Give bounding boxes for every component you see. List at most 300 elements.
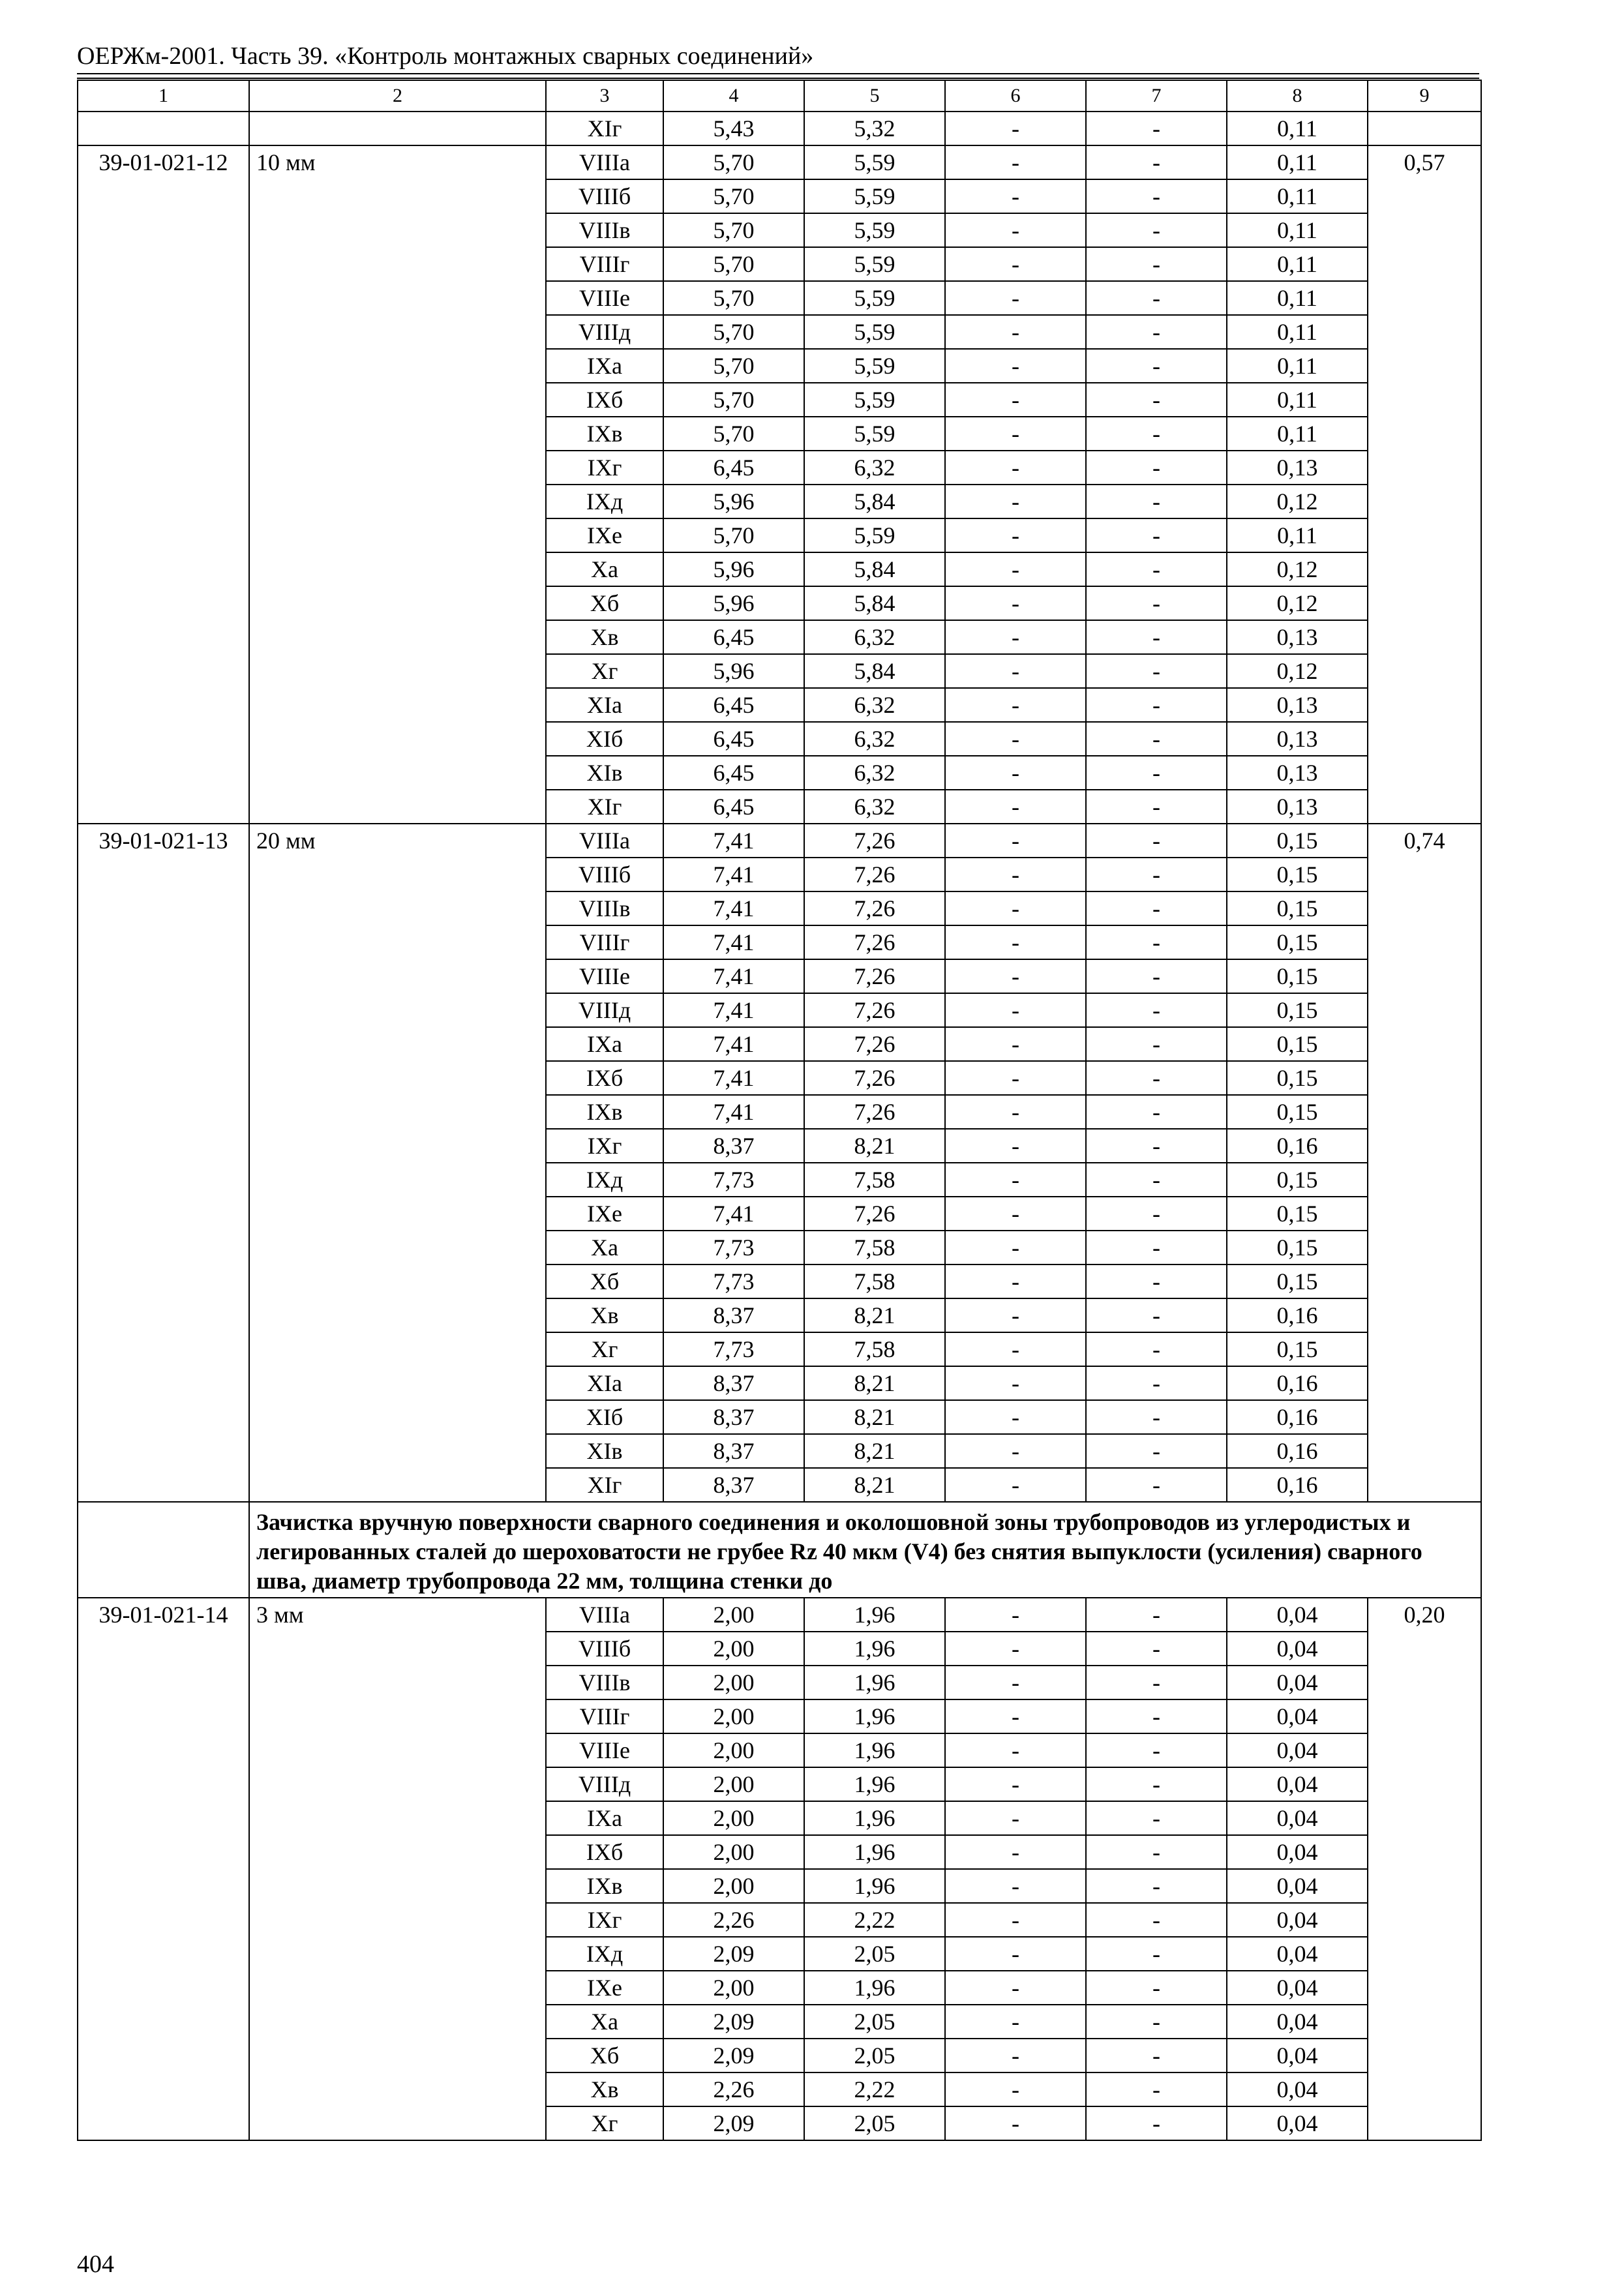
value-col4-cell: 7,73 xyxy=(663,1163,804,1197)
value-col4-cell: 7,41 xyxy=(663,993,804,1027)
category-cell: VIIIд xyxy=(546,315,663,349)
value-col4-cell: 8,37 xyxy=(663,1434,804,1468)
value-col8-cell: 0,12 xyxy=(1227,654,1368,688)
value-col5-cell: 5,59 xyxy=(804,315,945,349)
value-col8-cell: 0,15 xyxy=(1227,959,1368,993)
value-col4-cell: 7,41 xyxy=(663,824,804,858)
value-col6-cell: - xyxy=(945,1231,1086,1264)
value-col6-cell: - xyxy=(945,1767,1086,1801)
value-col4-cell: 5,96 xyxy=(663,552,804,586)
category-cell: IХб xyxy=(546,1061,663,1095)
value-col6-cell: - xyxy=(945,1733,1086,1767)
value-col5-cell: 5,59 xyxy=(804,145,945,179)
value-col5-cell: 5,59 xyxy=(804,281,945,315)
value-col8-cell: 0,15 xyxy=(1227,1163,1368,1197)
category-cell: IХа xyxy=(546,1027,663,1061)
column-number: 7 xyxy=(1086,80,1227,112)
value-col8-cell: 0,11 xyxy=(1227,281,1368,315)
value-col6-cell: - xyxy=(945,451,1086,485)
category-cell: ХIг xyxy=(546,790,663,824)
section-description-row xyxy=(78,1502,1481,1598)
value-col7-cell: - xyxy=(1086,1598,1227,1632)
value-col7-cell: - xyxy=(1086,891,1227,925)
value-col7-cell: - xyxy=(1086,247,1227,281)
category-cell: VIIIб xyxy=(546,858,663,891)
value-col6-cell: - xyxy=(945,1197,1086,1231)
value-col8-cell: 0,13 xyxy=(1227,722,1368,756)
category-cell: VIIIв xyxy=(546,1666,663,1699)
value-col8-cell: 0,13 xyxy=(1227,688,1368,722)
value-col8-cell: 0,11 xyxy=(1227,247,1368,281)
category-cell: VIIIa xyxy=(546,824,663,858)
category-cell: IХа xyxy=(546,349,663,383)
norm-code: 39-01-021-12 xyxy=(78,145,249,824)
value-col7-cell: - xyxy=(1086,1971,1227,2005)
value-col8-cell: 0,04 xyxy=(1227,1801,1368,1835)
value-col7-cell: - xyxy=(1086,959,1227,993)
header-rule xyxy=(77,73,1479,74)
category-cell: IХб xyxy=(546,383,663,417)
category-cell: Хв xyxy=(546,1298,663,1332)
category-cell: Хв xyxy=(546,2072,663,2106)
value-col8-cell: 0,11 xyxy=(1227,518,1368,552)
value-col7-cell: - xyxy=(1086,417,1227,451)
value-col5-cell: 6,32 xyxy=(804,688,945,722)
value-col6-cell: - xyxy=(945,315,1086,349)
category-cell: Ха xyxy=(546,1231,663,1264)
category-cell: VIIIe xyxy=(546,959,663,993)
value-col4-cell: 2,00 xyxy=(663,1699,804,1733)
section-description: Зачистка вручную поверхности сварного соединения и околошовной зоны трубопроводов из углеродистых и легированных сталей до шероховатости не грубее Rz 40 мкм (V4) без снятия выпуклости (усиления) сварного шва, диаметр трубопровода 22 мм, толщина стенки до xyxy=(249,1502,1481,1598)
value-col5-cell: 2,05 xyxy=(804,1937,945,1971)
category-cell: VIIIв xyxy=(546,891,663,925)
value-col4-cell: 6,45 xyxy=(663,790,804,824)
value-col4-cell: 7,41 xyxy=(663,959,804,993)
value-col7-cell: - xyxy=(1086,1699,1227,1733)
value-col4-cell: 2,09 xyxy=(663,2005,804,2039)
value-col7-cell: - xyxy=(1086,858,1227,891)
value-col7-cell: - xyxy=(1086,1163,1227,1197)
category-cell: Хг xyxy=(546,1332,663,1366)
value-col7-cell: - xyxy=(1086,586,1227,620)
value-col4-cell: 2,00 xyxy=(663,1835,804,1869)
value-col4-cell: 6,45 xyxy=(663,688,804,722)
value-col8-cell: 0,04 xyxy=(1227,1733,1368,1767)
value-col8-cell: 0,04 xyxy=(1227,2039,1368,2072)
value-col4-cell: 8,37 xyxy=(663,1298,804,1332)
category-cell: VIIIг xyxy=(546,247,663,281)
column-number: 8 xyxy=(1227,80,1368,112)
value-col5-cell: 2,05 xyxy=(804,2039,945,2072)
value-col8-cell: 0,11 xyxy=(1227,112,1368,145)
value-col7-cell: - xyxy=(1086,620,1227,654)
table-row xyxy=(78,145,1481,179)
value-col7-cell: - xyxy=(1086,112,1227,145)
value-col7-cell: - xyxy=(1086,1835,1227,1869)
category-cell: VIIIд xyxy=(546,1767,663,1801)
category-cell: ХIб xyxy=(546,1400,663,1434)
value-col8-cell: 0,11 xyxy=(1227,315,1368,349)
value-col8-cell: 0,11 xyxy=(1227,145,1368,179)
category-cell: IХд xyxy=(546,1163,663,1197)
total-cell-empty xyxy=(1368,112,1481,145)
value-col8-cell: 0,04 xyxy=(1227,1767,1368,1801)
value-col5-cell: 7,26 xyxy=(804,1061,945,1095)
value-col6-cell: - xyxy=(945,1434,1086,1468)
norm-total: 0,20 xyxy=(1368,1598,1481,2140)
value-col4-cell: 7,41 xyxy=(663,1027,804,1061)
value-col4-cell: 7,41 xyxy=(663,858,804,891)
value-col4-cell: 6,45 xyxy=(663,620,804,654)
value-col4-cell: 8,37 xyxy=(663,1468,804,1502)
value-col7-cell: - xyxy=(1086,824,1227,858)
value-col6-cell: - xyxy=(945,2039,1086,2072)
value-col6-cell: - xyxy=(945,1869,1086,1903)
value-col5-cell: 7,26 xyxy=(804,959,945,993)
value-col7-cell: - xyxy=(1086,1666,1227,1699)
value-col5-cell: 1,96 xyxy=(804,1835,945,1869)
value-col4-cell: 5,70 xyxy=(663,315,804,349)
category-cell: IХг xyxy=(546,1129,663,1163)
value-col6-cell: - xyxy=(945,620,1086,654)
value-col8-cell: 0,16 xyxy=(1227,1129,1368,1163)
category-cell: IХе xyxy=(546,518,663,552)
value-col4-cell: 2,09 xyxy=(663,2106,804,2140)
value-col4-cell: 7,41 xyxy=(663,925,804,959)
value-col5-cell: 1,96 xyxy=(804,1869,945,1903)
value-col4-cell: 5,43 xyxy=(663,112,804,145)
value-col4-cell: 5,70 xyxy=(663,213,804,247)
value-col5-cell: 7,26 xyxy=(804,993,945,1027)
value-col6-cell: - xyxy=(945,179,1086,213)
value-col6-cell: - xyxy=(945,349,1086,383)
value-col5-cell: 7,58 xyxy=(804,1264,945,1298)
value-col7-cell: - xyxy=(1086,451,1227,485)
value-col7-cell: - xyxy=(1086,281,1227,315)
value-col4-cell: 2,09 xyxy=(663,2039,804,2072)
column-number: 9 xyxy=(1368,80,1481,112)
value-col4-cell: 7,41 xyxy=(663,1197,804,1231)
category-cell: VIIIд xyxy=(546,993,663,1027)
value-col5-cell: 2,05 xyxy=(804,2106,945,2140)
value-col5-cell: 5,84 xyxy=(804,654,945,688)
value-col6-cell: - xyxy=(945,1298,1086,1332)
column-number-row xyxy=(78,80,1481,112)
norm-total: 0,57 xyxy=(1368,145,1481,824)
value-col4-cell: 7,73 xyxy=(663,1231,804,1264)
category-cell: Ха xyxy=(546,2005,663,2039)
value-col4-cell: 7,73 xyxy=(663,1332,804,1366)
value-col5-cell: 8,21 xyxy=(804,1298,945,1332)
value-col4-cell: 6,45 xyxy=(663,451,804,485)
value-col7-cell: - xyxy=(1086,1298,1227,1332)
value-col8-cell: 0,04 xyxy=(1227,1903,1368,1937)
value-col5-cell: 5,59 xyxy=(804,518,945,552)
value-col8-cell: 0,04 xyxy=(1227,1869,1368,1903)
value-col5-cell: 2,05 xyxy=(804,2005,945,2039)
value-col7-cell: - xyxy=(1086,145,1227,179)
value-col4-cell: 5,70 xyxy=(663,247,804,281)
category-cell: ХIб xyxy=(546,722,663,756)
value-col6-cell: - xyxy=(945,586,1086,620)
value-col7-cell: - xyxy=(1086,1801,1227,1835)
category-cell: ХIг xyxy=(546,1468,663,1502)
value-col6-cell: - xyxy=(945,1061,1086,1095)
value-col4-cell: 5,70 xyxy=(663,281,804,315)
value-col8-cell: 0,15 xyxy=(1227,1027,1368,1061)
value-col6-cell: - xyxy=(945,688,1086,722)
value-col7-cell: - xyxy=(1086,383,1227,417)
value-col8-cell: 0,04 xyxy=(1227,1971,1368,2005)
value-col7-cell: - xyxy=(1086,1632,1227,1666)
value-col4-cell: 5,70 xyxy=(663,383,804,417)
value-col5-cell: 7,26 xyxy=(804,891,945,925)
value-col5-cell: 5,59 xyxy=(804,179,945,213)
column-number: 6 xyxy=(945,80,1086,112)
category-cell: Ха xyxy=(546,552,663,586)
value-col7-cell: - xyxy=(1086,1231,1227,1264)
value-col6-cell: - xyxy=(945,1027,1086,1061)
value-col7-cell: - xyxy=(1086,2106,1227,2140)
category-cell: IХе xyxy=(546,1197,663,1231)
value-col6-cell: - xyxy=(945,247,1086,281)
value-col8-cell: 0,13 xyxy=(1227,790,1368,824)
category-cell: ХIв xyxy=(546,1434,663,1468)
value-col5-cell: 8,21 xyxy=(804,1434,945,1468)
value-col7-cell: - xyxy=(1086,1366,1227,1400)
value-col5-cell: 8,21 xyxy=(804,1129,945,1163)
category-cell: VIIIг xyxy=(546,1699,663,1733)
value-col8-cell: 0,16 xyxy=(1227,1434,1368,1468)
value-col7-cell: - xyxy=(1086,1869,1227,1903)
value-col4-cell: 5,96 xyxy=(663,654,804,688)
value-col5-cell: 5,84 xyxy=(804,485,945,518)
value-col7-cell: - xyxy=(1086,2005,1227,2039)
value-col6-cell: - xyxy=(945,2005,1086,2039)
value-col8-cell: 0,12 xyxy=(1227,586,1368,620)
value-col8-cell: 0,15 xyxy=(1227,1264,1368,1298)
value-col8-cell: 0,13 xyxy=(1227,451,1368,485)
value-col4-cell: 2,00 xyxy=(663,1767,804,1801)
column-number: 4 xyxy=(663,80,804,112)
header-rule-double xyxy=(77,78,1479,79)
value-col5-cell: 7,58 xyxy=(804,1231,945,1264)
category-cell: VIIIe xyxy=(546,1733,663,1767)
value-col8-cell: 0,04 xyxy=(1227,1632,1368,1666)
value-col7-cell: - xyxy=(1086,1733,1227,1767)
norm-code: 39-01-021-14 xyxy=(78,1598,249,2140)
value-col7-cell: - xyxy=(1086,213,1227,247)
category-cell: IХд xyxy=(546,1937,663,1971)
value-col8-cell: 0,11 xyxy=(1227,417,1368,451)
value-col8-cell: 0,15 xyxy=(1227,824,1368,858)
value-col6-cell: - xyxy=(945,1937,1086,1971)
value-col7-cell: - xyxy=(1086,1197,1227,1231)
value-col6-cell: - xyxy=(945,213,1086,247)
category-cell: Хг xyxy=(546,654,663,688)
norm-parameter: 20 мм xyxy=(249,824,546,1502)
value-col5-cell: 7,58 xyxy=(804,1163,945,1197)
value-col8-cell: 0,04 xyxy=(1227,1598,1368,1632)
value-col5-cell: 6,32 xyxy=(804,790,945,824)
value-col6-cell: - xyxy=(945,1835,1086,1869)
value-col8-cell: 0,04 xyxy=(1227,2005,1368,2039)
column-number: 3 xyxy=(546,80,663,112)
value-col5-cell: 5,84 xyxy=(804,552,945,586)
value-col6-cell: - xyxy=(945,112,1086,145)
category-cell: IХв xyxy=(546,1095,663,1129)
category-cell: IХб xyxy=(546,1835,663,1869)
value-col4-cell: 2,09 xyxy=(663,1937,804,1971)
value-col4-cell: 2,00 xyxy=(663,1632,804,1666)
value-col5-cell: 5,59 xyxy=(804,383,945,417)
category-cell: ХIа xyxy=(546,688,663,722)
value-col8-cell: 0,16 xyxy=(1227,1400,1368,1434)
value-col8-cell: 0,16 xyxy=(1227,1468,1368,1502)
value-col5-cell: 1,96 xyxy=(804,1666,945,1699)
value-col7-cell: - xyxy=(1086,654,1227,688)
value-col6-cell: - xyxy=(945,281,1086,315)
value-col7-cell: - xyxy=(1086,1129,1227,1163)
param-cell-empty xyxy=(249,112,546,145)
value-col6-cell: - xyxy=(945,1400,1086,1434)
value-col6-cell: - xyxy=(945,1971,1086,2005)
value-col8-cell: 0,15 xyxy=(1227,1197,1368,1231)
value-col8-cell: 0,16 xyxy=(1227,1366,1368,1400)
value-col8-cell: 0,11 xyxy=(1227,349,1368,383)
value-col7-cell: - xyxy=(1086,1027,1227,1061)
value-col8-cell: 0,04 xyxy=(1227,1699,1368,1733)
value-col5-cell: 8,21 xyxy=(804,1400,945,1434)
value-col4-cell: 5,70 xyxy=(663,349,804,383)
value-col6-cell: - xyxy=(945,1666,1086,1699)
value-col8-cell: 0,04 xyxy=(1227,2072,1368,2106)
norms-table xyxy=(77,80,1482,2141)
value-col4-cell: 5,70 xyxy=(663,179,804,213)
value-col5-cell: 7,26 xyxy=(804,824,945,858)
value-col5-cell: 1,96 xyxy=(804,1733,945,1767)
value-col5-cell: 6,32 xyxy=(804,722,945,756)
value-col6-cell: - xyxy=(945,858,1086,891)
description-spacer xyxy=(78,1502,249,1598)
norm-parameter: 3 мм xyxy=(249,1598,546,2140)
value-col6-cell: - xyxy=(945,485,1086,518)
value-col6-cell: - xyxy=(945,824,1086,858)
value-col7-cell: - xyxy=(1086,756,1227,790)
value-col7-cell: - xyxy=(1086,1434,1227,1468)
value-col7-cell: - xyxy=(1086,552,1227,586)
value-col7-cell: - xyxy=(1086,1332,1227,1366)
value-col8-cell: 0,13 xyxy=(1227,756,1368,790)
value-col5-cell: 1,96 xyxy=(804,1801,945,1835)
value-col4-cell: 6,45 xyxy=(663,722,804,756)
value-col5-cell: 7,26 xyxy=(804,858,945,891)
value-col5-cell: 7,26 xyxy=(804,1095,945,1129)
category-cell: VIIIб xyxy=(546,1632,663,1666)
value-col5-cell: 5,59 xyxy=(804,417,945,451)
value-col8-cell: 0,11 xyxy=(1227,383,1368,417)
value-col4-cell: 7,41 xyxy=(663,1061,804,1095)
value-col4-cell: 2,00 xyxy=(663,1733,804,1767)
value-col6-cell: - xyxy=(945,145,1086,179)
value-col6-cell: - xyxy=(945,1632,1086,1666)
value-col6-cell: - xyxy=(945,1801,1086,1835)
value-col6-cell: - xyxy=(945,518,1086,552)
value-col6-cell: - xyxy=(945,756,1086,790)
category-cell: IХг xyxy=(546,451,663,485)
value-col6-cell: - xyxy=(945,1264,1086,1298)
value-col7-cell: - xyxy=(1086,1468,1227,1502)
page-header: ОЕРЖм-2001. Часть 39. «Контроль монтажных сварных соединений» xyxy=(77,42,814,70)
value-col6-cell: - xyxy=(945,722,1086,756)
category-cell: ХIа xyxy=(546,1366,663,1400)
value-col6-cell: - xyxy=(945,1095,1086,1129)
category-cell: VIIIв xyxy=(546,213,663,247)
value-col8-cell: 0,15 xyxy=(1227,1061,1368,1095)
value-col6-cell: - xyxy=(945,993,1086,1027)
value-col5-cell: 6,32 xyxy=(804,620,945,654)
value-col7-cell: - xyxy=(1086,1061,1227,1095)
column-number: 2 xyxy=(249,80,546,112)
category-cell: VIIIa xyxy=(546,1598,663,1632)
category-cell: VIIIe xyxy=(546,281,663,315)
value-col4-cell: 2,00 xyxy=(663,1801,804,1835)
value-col5-cell: 7,26 xyxy=(804,1027,945,1061)
column-number: 1 xyxy=(78,80,249,112)
value-col5-cell: 5,59 xyxy=(804,247,945,281)
value-col5-cell: 7,26 xyxy=(804,925,945,959)
value-col4-cell: 2,00 xyxy=(663,1666,804,1699)
value-col6-cell: - xyxy=(945,1366,1086,1400)
value-col8-cell: 0,04 xyxy=(1227,2106,1368,2140)
value-col4-cell: 8,37 xyxy=(663,1366,804,1400)
value-col7-cell: - xyxy=(1086,722,1227,756)
norm-total: 0,74 xyxy=(1368,824,1481,1502)
value-col5-cell: 2,22 xyxy=(804,1903,945,1937)
value-col6-cell: - xyxy=(945,925,1086,959)
code-cell-empty xyxy=(78,112,249,145)
value-col7-cell: - xyxy=(1086,1264,1227,1298)
value-col7-cell: - xyxy=(1086,925,1227,959)
category-cell: IХе xyxy=(546,1971,663,2005)
value-col5-cell: 8,21 xyxy=(804,1468,945,1502)
value-col4-cell: 8,37 xyxy=(663,1400,804,1434)
value-col5-cell: 5,84 xyxy=(804,586,945,620)
value-col5-cell: 1,96 xyxy=(804,1767,945,1801)
category-cell: Хв xyxy=(546,620,663,654)
value-col7-cell: - xyxy=(1086,1095,1227,1129)
value-col7-cell: - xyxy=(1086,518,1227,552)
value-col4-cell: 7,41 xyxy=(663,1095,804,1129)
value-col6-cell: - xyxy=(945,1699,1086,1733)
value-col8-cell: 0,15 xyxy=(1227,891,1368,925)
value-col4-cell: 2,00 xyxy=(663,1598,804,1632)
value-col7-cell: - xyxy=(1086,485,1227,518)
value-col4-cell: 7,73 xyxy=(663,1264,804,1298)
category-cell: ХIг xyxy=(546,112,663,145)
value-col5-cell: 8,21 xyxy=(804,1366,945,1400)
value-col5-cell: 5,59 xyxy=(804,213,945,247)
norm-code: 39-01-021-13 xyxy=(78,824,249,1502)
value-col7-cell: - xyxy=(1086,349,1227,383)
value-col4-cell: 5,70 xyxy=(663,145,804,179)
value-col8-cell: 0,12 xyxy=(1227,485,1368,518)
value-col8-cell: 0,12 xyxy=(1227,552,1368,586)
category-cell: IХа xyxy=(546,1801,663,1835)
value-col4-cell: 2,00 xyxy=(663,1971,804,2005)
value-col6-cell: - xyxy=(945,959,1086,993)
value-col4-cell: 5,96 xyxy=(663,485,804,518)
